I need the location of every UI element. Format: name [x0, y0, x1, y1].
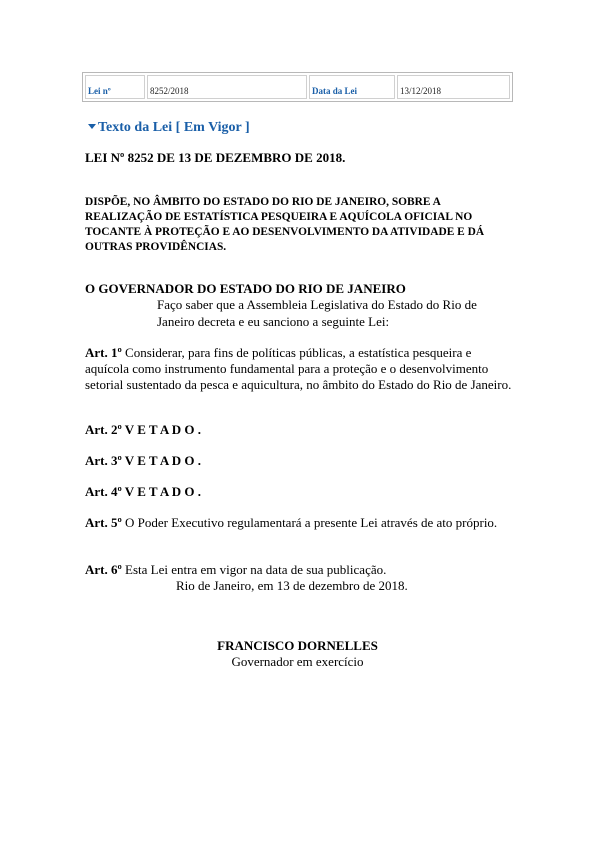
law-summary: DISPÕE, NO ÂMBITO DO ESTADO DO RIO DE JANEIRO, SOBRE A REALIZAÇÃO DE ESTATÍSTICA PESQUEIRA E AQUÍCOLA OFICIAL NO TOCANTE À PROTEÇÃO E AO DESENVOLVIMENTO DA ATIVIDADE E DÁ OUTRAS PROVIDÊNCIAS. — [85, 196, 485, 253]
law-number-value-cell — [147, 75, 307, 99]
article-5 — [85, 515, 515, 531]
signatory-role: Governador em exercício — [231, 654, 364, 669]
article-4-label: Art. 4º — [85, 484, 122, 499]
article-6 — [85, 562, 515, 578]
article-2-label: Art. 2º — [85, 422, 122, 437]
article-4-text: V E T A D O . — [121, 484, 202, 499]
article-3-label: Art. 3º — [85, 453, 122, 468]
law-date-value-cell — [397, 75, 510, 99]
article-3 — [85, 453, 515, 469]
article-4 — [85, 484, 515, 500]
article-2-text: V E T A D O . — [121, 422, 202, 437]
article-1-label: Art. 1º — [85, 345, 122, 360]
law-date-label: Data da Lei — [312, 86, 357, 96]
place-and-date: Rio de Janeiro, em 13 de dezembro de 2018. — [176, 578, 408, 593]
article-5-text: O Poder Executivo regulamentará a presente Lei através de ato próprio. — [121, 515, 498, 530]
article-6-text: Esta Lei entra em vigor na data de sua publicação. — [121, 562, 387, 577]
article-1-text: Considerar, para fins de políticas públicas, a estatística pesqueira e aquícola como instrumento fundamental para a proteção e o desenvolvimento setorial sustentado da pesca e aquicultura, no âmbito do Estado do Rio de Janeiro. — [85, 345, 512, 392]
triangle-down-icon — [88, 124, 96, 129]
article-1 — [85, 345, 515, 393]
governor-heading: O GOVERNADOR DO ESTADO DO RIO DE JANEIRO — [85, 281, 406, 296]
signatory-name: FRANCISCO DORNELLES — [217, 638, 378, 653]
law-metadata-table — [82, 72, 513, 102]
law-number-label: Lei nº — [88, 86, 111, 96]
article-3-text: V E T A D O . — [121, 453, 202, 468]
article-2 — [85, 422, 515, 438]
law-text-toggle-link[interactable] — [88, 120, 250, 136]
law-date-value: 13/12/2018 — [400, 86, 442, 96]
law-number-label-cell — [85, 75, 145, 99]
law-number-value: 8252/2018 — [150, 86, 189, 96]
article-6-label: Art. 6º — [85, 562, 122, 577]
article-5-label: Art. 5º — [85, 515, 122, 530]
preamble: Faço saber que a Assembleia Legislativa do Estado do Rio de Janeiro decreta e eu sanciono a seguinte Lei: — [157, 297, 477, 329]
law-date-label-cell — [309, 75, 395, 99]
law-text-toggle-label: Texto da Lei [ Em Vigor ] — [98, 120, 250, 135]
law-title: LEI Nº 8252 DE 13 DE DEZEMBRO DE 2018. — [85, 150, 346, 165]
